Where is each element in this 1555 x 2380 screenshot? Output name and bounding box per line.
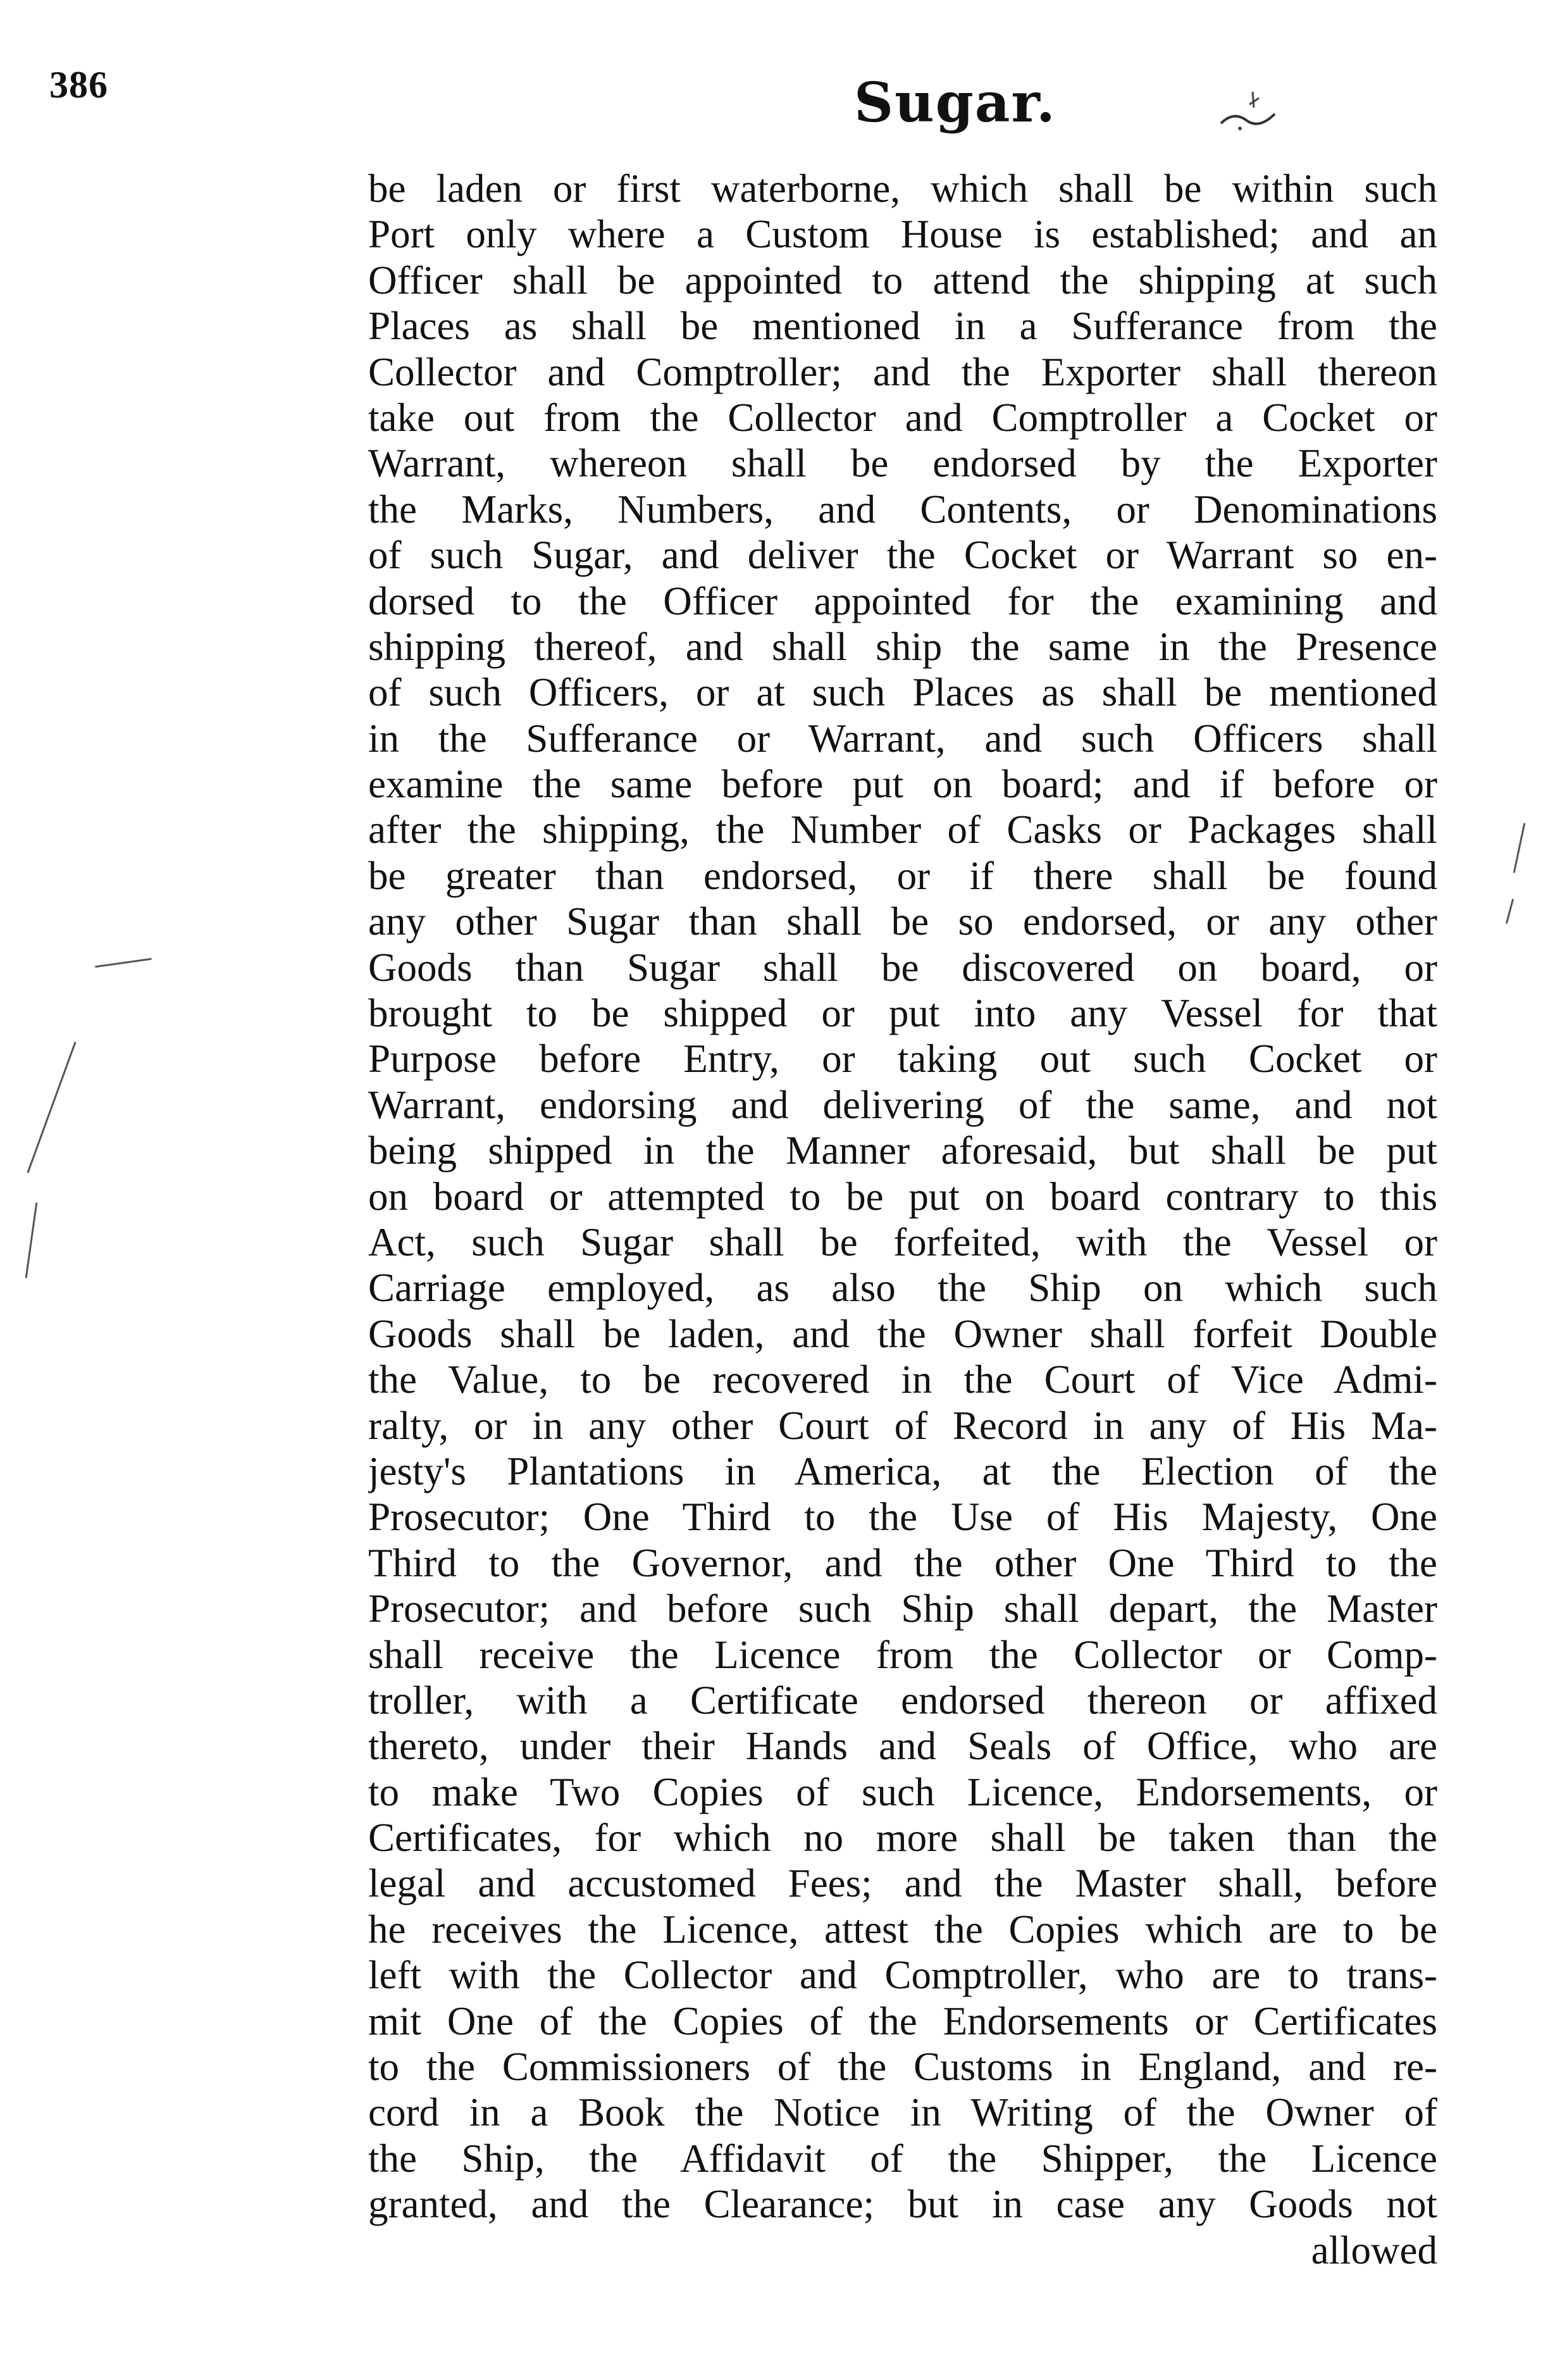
running-head: Sugar. bbox=[854, 71, 1056, 135]
text-line: the Ship, the Affidavit of the Shipper, the Licence bbox=[368, 2136, 1437, 2181]
text-line: on board or attempted to be put on board contrary to this bbox=[368, 1174, 1437, 1219]
text-line: Purpose before Entry, or taking out such Cocket or bbox=[368, 1037, 1437, 1081]
text-line: shall receive the Licence from the Collector or Comp- bbox=[368, 1632, 1437, 1677]
text-line: troller, with a Certificate endorsed thereon or affixed bbox=[368, 1678, 1437, 1723]
margin-mark bbox=[95, 958, 152, 968]
margin-mark bbox=[27, 1042, 76, 1173]
text-line: Collector and Comptroller; and the Exporter shall thereon bbox=[368, 349, 1437, 394]
text-line: examine the same before put on board; and if before or bbox=[368, 762, 1437, 807]
margin-mark bbox=[1506, 899, 1514, 923]
text-line: Certificates, for which no more shall be taken than the bbox=[368, 1816, 1437, 1860]
text-line: be greater than endorsed, or if there shall be found bbox=[368, 853, 1437, 898]
text-line: jesty's Plantations in America, at the Election of the bbox=[368, 1449, 1437, 1493]
text-line: in the Sufferance or Warrant, and such Officers shall bbox=[368, 716, 1437, 761]
text-line: Warrant, whereon shall be endorsed by the Exporter bbox=[368, 441, 1437, 486]
text-line: dorsed to the Officer appointed for the examining and bbox=[368, 578, 1437, 623]
text-line: being shipped in the Manner aforesaid, but shall be put bbox=[368, 1128, 1437, 1173]
text-line: any other Sugar than shall be so endorsed, or any other bbox=[368, 899, 1437, 944]
text-line: take out from the Collector and Comptroller a Cocket or bbox=[368, 395, 1437, 440]
margin-mark bbox=[1513, 823, 1526, 873]
text-line: the Value, to be recovered in the Court of Vice Admi- bbox=[368, 1357, 1437, 1402]
margin-mark bbox=[25, 1202, 38, 1278]
text-line: after the shipping, the Number of Casks or Packages shall bbox=[368, 807, 1437, 852]
text-line: shipping thereof, and shall ship the same in the Presence bbox=[368, 624, 1437, 669]
text-line: mit One of the Copies of the Endorsements or Certificates bbox=[368, 1998, 1437, 2043]
text-line: Third to the Governor, and the other One Third to the bbox=[368, 1540, 1437, 1585]
catchword: allowed bbox=[1311, 2227, 1437, 2272]
text-line: the Marks, Numbers, and Contents, or Denominations bbox=[368, 487, 1437, 532]
text-line: of such Sugar, and deliver the Cocket or Warrant so en- bbox=[368, 533, 1437, 578]
text-line: ralty, or in any other Court of Record in any of His Ma- bbox=[368, 1403, 1437, 1448]
text-line: of such Officers, or at such Places as shall be mentioned bbox=[368, 670, 1437, 715]
text-line: Goods shall be laden, and the Owner shall forfeit Double bbox=[368, 1311, 1437, 1356]
text-line: Prosecutor; One Third to the Use of His Majesty, One bbox=[368, 1495, 1437, 1540]
page-number: 386 bbox=[49, 64, 108, 106]
ornament-mark-icon bbox=[1215, 85, 1284, 136]
text-line: Port only where a Custom House is established; and an bbox=[368, 212, 1437, 257]
text-line: left with the Collector and Comptroller, who are to trans- bbox=[368, 1953, 1437, 1998]
text-line: Goods than Sugar shall be discovered on board, or bbox=[368, 945, 1437, 990]
text-line: legal and accustomed Fees; and the Master shall, before bbox=[368, 1861, 1437, 1906]
body-text bbox=[368, 166, 1437, 2273]
text-line: Carriage employed, as also the Ship on which such bbox=[368, 1266, 1437, 1311]
text-line: brought to be shipped or put into any Vessel for that bbox=[368, 991, 1437, 1036]
text-line: cord in a Book the Notice in Writing of the Owner of bbox=[368, 2090, 1437, 2135]
text-line: Places as shall be mentioned in a Sufferance from the bbox=[368, 304, 1437, 349]
text-line: to the Commissioners of the Customs in England, and re- bbox=[368, 2045, 1437, 2090]
text-line: he receives the Licence, attest the Copies which are to be bbox=[368, 1907, 1437, 1952]
text-line: Act, such Sugar shall be forfeited, with the Vessel or bbox=[368, 1219, 1437, 1264]
text-line: thereto, under their Hands and Seals of Office, who are bbox=[368, 1724, 1437, 1769]
text-line: granted, and the Clearance; but in case any Goods not bbox=[368, 2182, 1437, 2227]
text-line: Warrant, endorsing and delivering of the same, and not bbox=[368, 1082, 1437, 1127]
text-line: Prosecutor; and before such Ship shall depart, the Master bbox=[368, 1586, 1437, 1631]
text-line: be laden or first waterborne, which shall be within such bbox=[368, 166, 1437, 211]
text-line: to make Two Copies of such Licence, Endorsements, or bbox=[368, 1769, 1437, 1814]
text-line: Officer shall be appointed to attend the shipping at such bbox=[368, 258, 1437, 302]
